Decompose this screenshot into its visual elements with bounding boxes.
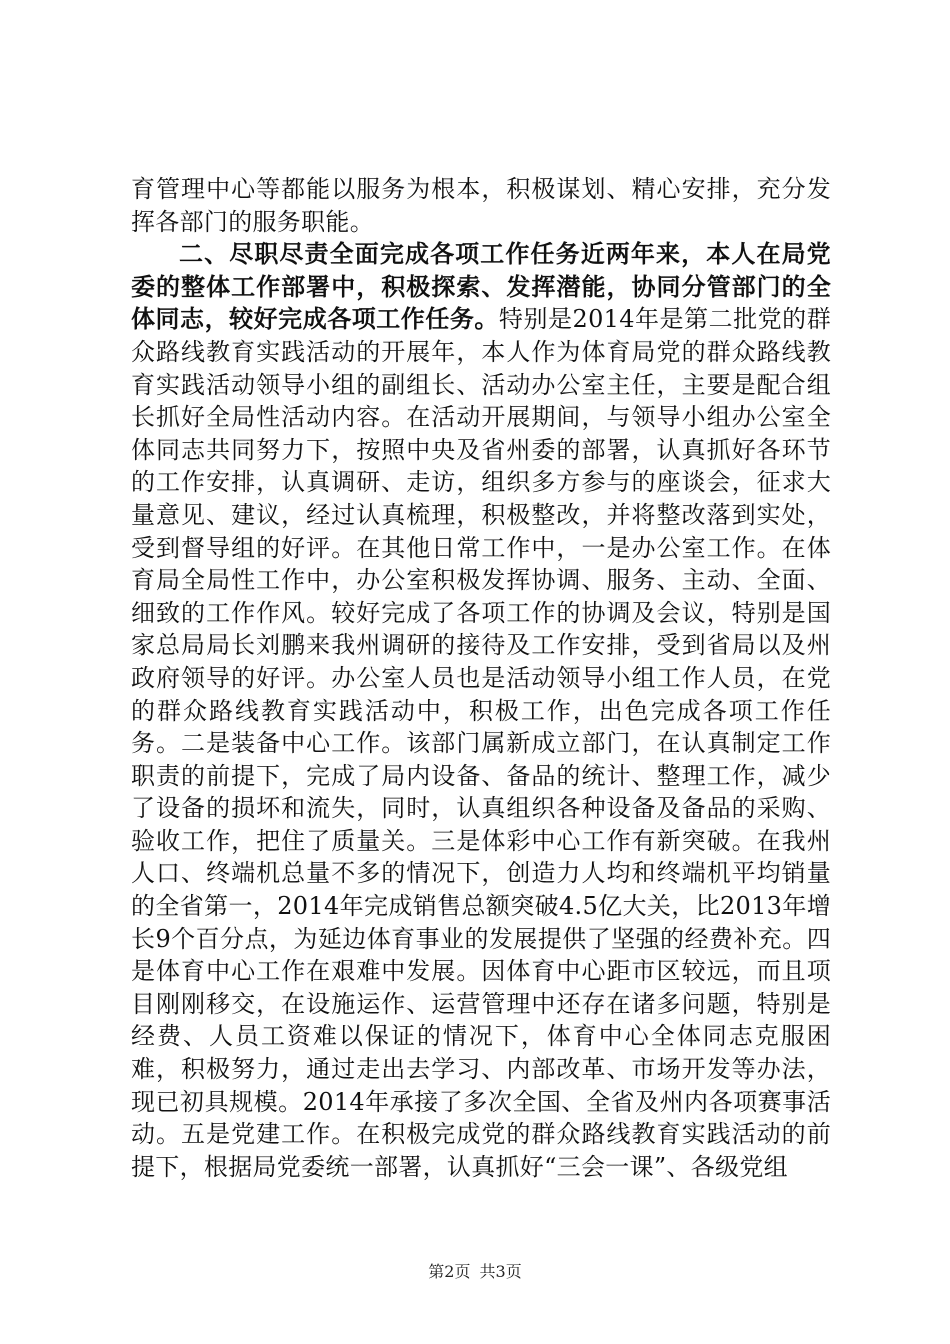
- paragraph-text: 特别是2014年是第二批党的群众路线教育实践活动的开展年，本人作为体育局党的群众路线教育实践活动领导小组的副组长、活动办公室主任，主要是配合组长抓好全局性活动内容。在活动开展期间，与领导小组办公室全体同志共同努力下，按照中央及省州委的部署，认真抓好各环节的工作安排，认真调研、走访，组织多方参与的座谈会，征求大量意见、建议，经过认真梳理，积极整改，并将整改落到实处，受到督导组的好评。在其他日常工作中，一是办公室工作。在体育局全局性工作中，办公室积极发挥协调、服务、主动、全面、细致的工作作风。较好完成了各项工作的协调及会议，特别是国家总局局长刘鹏来我州调研的接待及工作安排，受到省局以及州政府领导的好评。办公室人员也是活动领导小组工作人员，在党的群众路线教育实践活动中，积极工作，出色完成各项工作任务。二是装备中心工作。该部门属新成立部门，在认真制定工作职责的前提下，完成了局内设备、备品的统计、整理工作，减少了设备的损坏和流失，同时，认真组织各种设备及备品的采购、验收工作，把住了质量关。三是体彩中心工作有新突破。在我州人口、终端机总量不多的情况下，创造力人均和终端机平均销量的全省第一，2014年完成销售总额突破4.5亿大关，比2013年增长9个百分点，为延边体育事业的发展提供了坚强的经费补充。四是体育中心工作在艰难中发展。因体育中心距市区较远，而且项目刚刚移交，在设施运作、运营管理中还存在诸多问题，特别是经费、人员工资难以保证的情况下，体育中心全体同志克服困难，积极努力，通过走出去学习、内部改革、市场开发等办法，现已初具规模。2014年承接了多次全国、全省及州内各项赛事活动。五是党建工作。在积极完成党的群众路线教育实践活动的前提下，根据局党委统一部署，认真抓好“三会一课”、各级党组: [131, 305, 832, 1181]
- document-body: [131, 173, 831, 1183]
- page-number-label: 第2页 共3页: [428, 1262, 522, 1281]
- paragraph-continuation: [131, 173, 831, 238]
- paragraph-section-two: [131, 238, 831, 1183]
- page-footer: [0, 1262, 950, 1282]
- section-heading: 二、尽职尽责全面完成各项工作任务近两年来，本人在局党委的整体工作部署中，积极探索、发挥潜能，协同分管部门的全体同志，较好完成各项工作任务。: [131, 239, 831, 334]
- paragraph-text: 育管理中心等都能以服务为根本，积极谋划、精心安排，充分发挥各部门的服务职能。: [131, 175, 831, 236]
